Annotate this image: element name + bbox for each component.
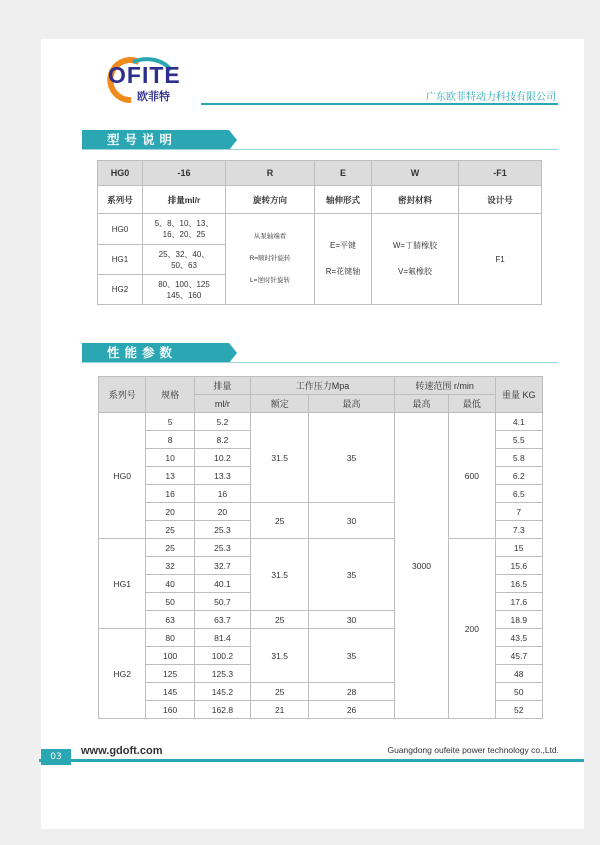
weight-cell: 4.1 — [495, 413, 542, 431]
displacement-cell: 63.7 — [194, 611, 250, 629]
weight-cell: 15 — [495, 539, 542, 557]
spec-cell: 13 — [146, 467, 194, 485]
model-series: HG2 — [98, 275, 143, 305]
spec-cell: 100 — [146, 647, 194, 665]
weight-cell: 7 — [495, 503, 542, 521]
logo-cn: 欧菲特 — [137, 90, 170, 103]
model-displacement: 25、32、40、50、63 — [143, 245, 226, 275]
speed-min-cell: 600 — [449, 413, 495, 539]
spec-cell: 40 — [146, 575, 194, 593]
max-pressure-cell: 35 — [309, 539, 395, 611]
max-pressure-cell: 28 — [309, 683, 395, 701]
displacement-cell: 8.2 — [194, 431, 250, 449]
model-series: HG0 — [98, 214, 143, 245]
weight-cell: 15.6 — [495, 557, 542, 575]
shaft-cell — [315, 214, 372, 305]
series-cell: HG1 — [99, 539, 146, 629]
model-top-cell: E — [315, 161, 372, 186]
weight-cell: 45.7 — [495, 647, 542, 665]
footer-bar — [39, 759, 584, 762]
spec-cell: 160 — [146, 701, 194, 719]
perf-header-row — [99, 377, 543, 395]
model-displacement: 80、100、125 145、160 — [143, 275, 226, 305]
header-divider — [201, 103, 558, 105]
speed-max-cell: 3000 — [394, 413, 448, 719]
displacement-cell: 40.1 — [194, 575, 250, 593]
weight-cell: 52 — [495, 701, 542, 719]
model-top-row — [98, 161, 542, 186]
performance-table — [98, 376, 543, 719]
model-top-cell: R — [226, 161, 315, 186]
model-label-row — [98, 186, 542, 214]
design-number: F1 — [459, 214, 542, 305]
section-divider — [82, 149, 558, 150]
perf-header: 工作压力Mpa — [251, 377, 395, 395]
weight-cell: 17.6 — [495, 593, 542, 611]
footer-company: Guangdong oufeite power technology co.,Ltd. — [387, 745, 559, 755]
perf-header: 转速范围 r/min — [394, 377, 495, 395]
spec-cell: 25 — [146, 521, 194, 539]
perf-header: 最高 — [309, 395, 395, 413]
weight-cell: 7.3 — [495, 521, 542, 539]
spec-cell: 8 — [146, 431, 194, 449]
section-title-performance: 性能参数 — [82, 343, 229, 363]
logo-text: OFITE — [108, 62, 181, 88]
seal-cell — [372, 214, 459, 305]
weight-cell: 48 — [495, 665, 542, 683]
perf-header: 系列号 — [99, 377, 146, 413]
rated-pressure-cell: 25 — [251, 611, 309, 629]
rotation-cell — [226, 214, 315, 305]
model-top-cell: -16 — [143, 161, 226, 186]
displacement-cell: 125.3 — [194, 665, 250, 683]
max-pressure-cell: 35 — [309, 629, 395, 683]
spec-cell: 16 — [146, 485, 194, 503]
weight-cell: 5.5 — [495, 431, 542, 449]
displacement-cell: 162.8 — [194, 701, 250, 719]
rated-pressure-cell: 25 — [251, 503, 309, 539]
model-label: 排量ml/r — [143, 186, 226, 214]
spec-cell: 50 — [146, 593, 194, 611]
model-label: 旋转方向 — [226, 186, 315, 214]
spec-cell: 10 — [146, 449, 194, 467]
perf-header: 排量 — [194, 377, 250, 395]
perf-header: 规格 — [146, 377, 194, 413]
perf-header: ml/r — [194, 395, 250, 413]
spec-cell: 125 — [146, 665, 194, 683]
weight-cell: 16.5 — [495, 575, 542, 593]
weight-cell: 6.2 — [495, 467, 542, 485]
spec-cell: 80 — [146, 629, 194, 647]
weight-cell: 50 — [495, 683, 542, 701]
speed-min-cell: 200 — [449, 539, 495, 719]
series-cell: HG0 — [99, 413, 146, 539]
seal-option: W=丁腈橡胶 — [392, 241, 438, 250]
max-pressure-cell: 30 — [309, 503, 395, 539]
weight-cell: 43.5 — [495, 629, 542, 647]
displacement-cell: 25.3 — [194, 539, 250, 557]
rated-pressure-cell: 31.5 — [251, 413, 309, 503]
model-label: 设计号 — [459, 186, 542, 214]
perf-body — [99, 413, 543, 719]
max-pressure-cell: 26 — [309, 701, 395, 719]
spec-cell: 5 — [146, 413, 194, 431]
displacement-cell: 81.4 — [194, 629, 250, 647]
displacement-cell: 13.3 — [194, 467, 250, 485]
seal-option: V=氟橡胶 — [397, 267, 432, 276]
spec-cell: 25 — [146, 539, 194, 557]
displacement-cell: 145.2 — [194, 683, 250, 701]
table-row — [99, 539, 543, 557]
section-divider — [82, 362, 558, 363]
model-label: 轴伸形式 — [315, 186, 372, 214]
model-table — [97, 160, 542, 305]
model-top-cell: W — [372, 161, 459, 186]
model-series: HG1 — [98, 245, 143, 275]
perf-header: 最高 — [394, 395, 448, 413]
perf-header: 最低 — [449, 395, 495, 413]
model-top-cell: HG0 — [98, 161, 143, 186]
weight-cell: 18.9 — [495, 611, 542, 629]
displacement-cell: 25.3 — [194, 521, 250, 539]
spec-cell: 145 — [146, 683, 194, 701]
max-pressure-cell: 30 — [309, 611, 395, 629]
rated-pressure-cell: 31.5 — [251, 539, 309, 611]
page — [41, 39, 584, 829]
page-number: 03 — [41, 749, 71, 765]
table-row — [99, 413, 543, 431]
model-row — [98, 214, 542, 245]
rotation-note: 从泵轴端看 — [253, 233, 287, 240]
weight-cell: 5.8 — [495, 449, 542, 467]
company-name: 广东欧菲特动力科技有限公司 — [426, 92, 556, 103]
displacement-cell: 10.2 — [194, 449, 250, 467]
displacement-cell: 16 — [194, 485, 250, 503]
model-label: 系列号 — [98, 186, 143, 214]
rotation-option: L=逆时针旋转 — [250, 277, 290, 284]
model-displacement: 5、8、10、13、16、20、25 — [143, 214, 226, 245]
section-title-model: 型号说明 — [82, 130, 229, 150]
displacement-cell: 100.2 — [194, 647, 250, 665]
weight-cell: 6.5 — [495, 485, 542, 503]
series-cell: HG2 — [99, 629, 146, 719]
max-pressure-cell: 35 — [309, 413, 395, 503]
rated-pressure-cell: 31.5 — [251, 629, 309, 683]
perf-header: 重量 KG — [495, 377, 542, 413]
rotation-option: R=顺时针旋转 — [249, 255, 291, 262]
displacement-cell: 50.7 — [194, 593, 250, 611]
model-label: 密封材料 — [372, 186, 459, 214]
displacement-cell: 32.7 — [194, 557, 250, 575]
spec-cell: 32 — [146, 557, 194, 575]
displacement-cell: 5.2 — [194, 413, 250, 431]
rated-pressure-cell: 25 — [251, 683, 309, 701]
footer-url: www.gdoft.com — [81, 745, 163, 757]
perf-header: 额定 — [251, 395, 309, 413]
shaft-option: E=平键 — [329, 241, 356, 250]
rated-pressure-cell: 21 — [251, 701, 309, 719]
spec-cell: 63 — [146, 611, 194, 629]
displacement-cell: 20 — [194, 503, 250, 521]
model-top-cell: -F1 — [459, 161, 542, 186]
shaft-option: R=花键轴 — [325, 267, 361, 276]
spec-cell: 20 — [146, 503, 194, 521]
